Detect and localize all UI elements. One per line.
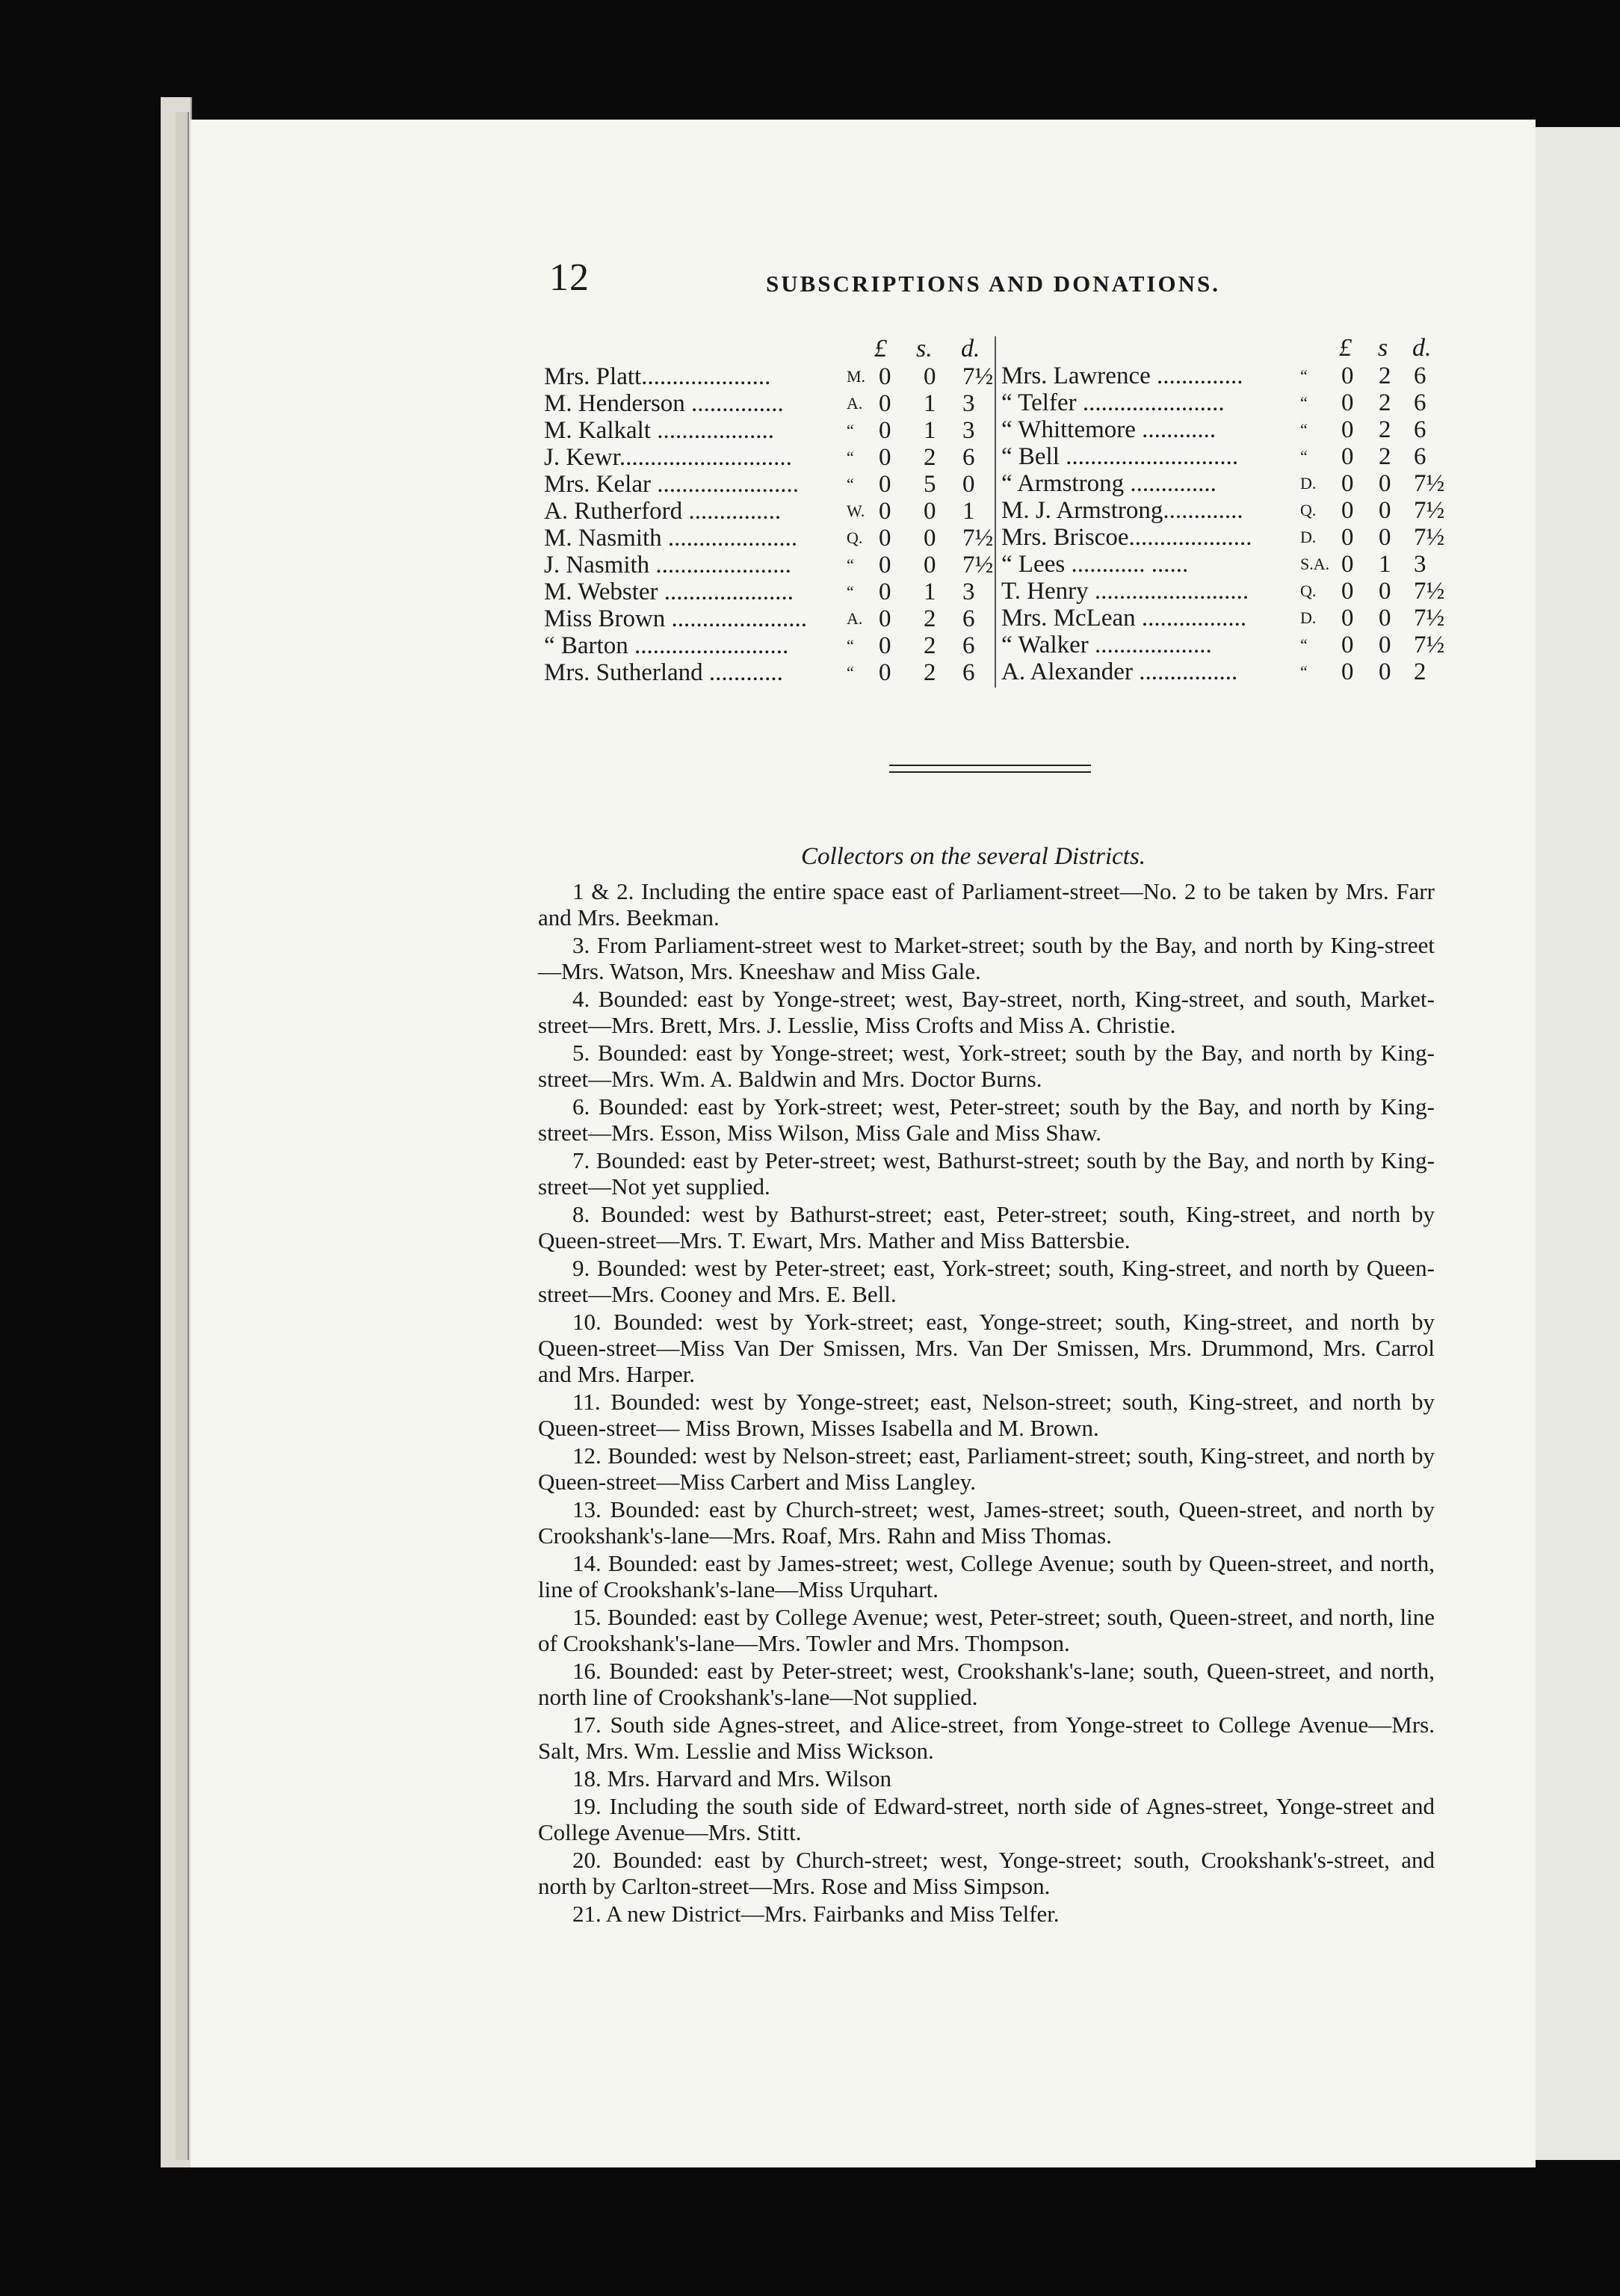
- amount-shillings: 1: [924, 417, 936, 444]
- subscriber-name: “ Walker ...................: [1001, 632, 1212, 658]
- subscriber-name: Mrs. McLean .................: [1001, 605, 1247, 632]
- district-letter: Q.: [1300, 501, 1317, 519]
- subscriber-name: Miss Brown ......................: [544, 605, 808, 632]
- subscriber-name: T. Henry .........................: [1001, 578, 1249, 605]
- subscriber-name: Mrs. Briscoe....................: [1001, 524, 1252, 551]
- subscriber-name: “ Lees ............ ......: [1001, 551, 1189, 578]
- district-letter: W.: [847, 502, 865, 520]
- amount-shillings: 2: [924, 659, 936, 686]
- subscriber-name: “ Barton .........................: [544, 632, 789, 659]
- amount-pence: 6: [1414, 443, 1426, 470]
- district-entry: 10. Bounded: west by York-street; east, Yonge-street; south, King-street, and north by Queen-street—Miss Van Der Smissen, Mrs. Van Der Smissen, Mrs. Drummond, Mrs. Carrol and Mrs. Harper.: [538, 1309, 1435, 1387]
- amount-pence: 6: [1414, 416, 1426, 443]
- amount-shillings: 0: [924, 525, 936, 552]
- amount-pounds: 0: [879, 525, 891, 552]
- shillings-header: s.: [916, 335, 933, 362]
- subscriber-name: J. Kewr............................: [544, 444, 792, 471]
- subscriber-name: Mrs. Sutherland ............: [544, 659, 783, 686]
- district-entry: 8. Bounded: west by Bathurst-street; east, Peter-street; south, King-street, and north by Queen-street—Mrs. T. Ewart, Mrs. Mather and Miss Battersbie.: [538, 1201, 1435, 1253]
- amount-shillings: 1: [924, 578, 936, 605]
- subscriber-name: M. Henderson ...............: [544, 390, 784, 417]
- pence-header: d.: [961, 335, 980, 362]
- district-letter: “: [1300, 662, 1308, 681]
- amount-pence: 7½: [1414, 578, 1445, 605]
- amount-shillings: 2: [924, 444, 936, 471]
- book-edge-inner: [176, 112, 189, 2160]
- district-entry: 3. From Parliament-street west to Market-street; south by the Bay, and north by King-street—Mrs. Watson, Mrs. Kneeshaw and Miss Gale.: [538, 932, 1435, 984]
- district-letter: “: [1300, 393, 1308, 412]
- amount-pounds: 0: [1341, 632, 1354, 658]
- amount-pence: 6: [962, 632, 975, 659]
- district-entry: 15. Bounded: east by College Avenue; west, Peter-street; south, Queen-street, and north, line of Crookshank's-lane—Mrs. Towler and Mrs. Thompson.: [538, 1604, 1435, 1656]
- district-letter: “: [847, 663, 854, 682]
- district-entry: 5. Bounded: east by Yonge-street; west, York-street; south by the Bay, and north by King-street—Mrs. Wm. A. Baldwin and Mrs. Doctor Burns.: [538, 1040, 1435, 1092]
- subscriber-name: A. Rutherford ...............: [544, 498, 782, 525]
- subscriber-row: [544, 552, 992, 578]
- district-entry: 14. Bounded: east by James-street; west, College Avenue; south by Queen-street, and north, line of Crookshank's-lane—Miss Urquhart.: [538, 1550, 1435, 1602]
- section-rule: [889, 765, 1091, 773]
- subscriber-row: [1001, 632, 1450, 658]
- amount-pounds: 0: [879, 390, 891, 417]
- district-letter: Q.: [847, 528, 863, 547]
- subscriber-row: [1001, 443, 1450, 470]
- amount-pounds: 0: [1341, 605, 1354, 632]
- running-head: SUBSCRIPTIONS AND DONATIONS.: [766, 271, 1220, 297]
- amount-shillings: 1: [924, 390, 936, 417]
- subscriber-row: [544, 605, 992, 632]
- amount-pounds: 0: [879, 578, 891, 605]
- pounds-header: £: [874, 335, 887, 362]
- subscriber-name: Mrs. Platt.....................: [544, 363, 771, 390]
- page-number: 12: [549, 256, 590, 299]
- amount-pounds: 0: [1341, 578, 1354, 605]
- amount-pence: 7½: [1414, 605, 1445, 632]
- amount-pence: 3: [1414, 551, 1426, 578]
- subscriber-name: “ Armstrong ..............: [1001, 470, 1216, 497]
- amount-pence: 6: [1414, 362, 1426, 389]
- subscriber-name: M. J. Armstrong.............: [1001, 497, 1243, 524]
- subscriber-row: [1001, 362, 1450, 389]
- district-letter: “: [847, 582, 854, 601]
- subscriber-row: [544, 632, 992, 659]
- amount-pounds: 0: [879, 498, 891, 525]
- district-entry: 16. Bounded: east by Peter-street; west, Crookshank's-lane; south, Queen-street, and north, north line of Crookshank's-lane—Not supplied.: [538, 1658, 1435, 1710]
- amount-shillings: 2: [1379, 416, 1391, 443]
- district-entry: 18. Mrs. Harvard and Mrs. Wilson: [572, 1765, 891, 1792]
- subscriber-row: [544, 390, 992, 417]
- subscriber-name: M. Kalkalt ...................: [544, 417, 774, 444]
- district-letter: “: [1300, 366, 1308, 385]
- amount-shillings: 5: [924, 471, 936, 498]
- subscriber-row: [544, 471, 992, 498]
- amount-shillings: 0: [1379, 605, 1391, 632]
- amount-pence: 6: [962, 605, 975, 632]
- subscriber-name: Mrs. Kelar .......................: [544, 471, 799, 498]
- amount-pence: 2: [1414, 658, 1426, 685]
- district-letter: S.A.: [1300, 555, 1330, 573]
- amount-pounds: 0: [1341, 416, 1354, 443]
- amount-pounds: 0: [879, 605, 891, 632]
- pence-header-right: d.: [1412, 334, 1432, 362]
- district-entry: 1 & 2. Including the entire space east of Parliament-street—No. 2 to be taken by Mrs. Farr and Mrs. Beekman.: [538, 878, 1435, 931]
- amount-pounds: 0: [879, 659, 891, 686]
- amount-shillings: 2: [924, 605, 936, 632]
- amount-shillings: 0: [1379, 658, 1391, 685]
- subscriber-row: [1001, 470, 1450, 497]
- subscriber-name: J. Nasmith ......................: [544, 552, 791, 578]
- collectors-list: [538, 878, 1435, 1928]
- district-letter: “: [847, 555, 854, 574]
- amount-shillings: 0: [1379, 524, 1391, 551]
- district-entry: 6. Bounded: east by York-street; west, Peter-street; south by the Bay, and north by King-street—Mrs. Esson, Miss Wilson, Miss Gale and Miss Shaw.: [538, 1093, 1435, 1146]
- amount-pounds: 0: [1341, 524, 1354, 551]
- district-letter: “: [1300, 447, 1308, 466]
- amount-pence: 7½: [1414, 497, 1445, 524]
- amount-shillings: 0: [924, 552, 936, 578]
- amount-pence: 7½: [1414, 524, 1445, 551]
- subscriber-row: [1001, 389, 1450, 416]
- district-letter: D.: [1300, 474, 1317, 493]
- amount-pounds: 0: [1341, 497, 1354, 524]
- district-letter: A.: [847, 394, 863, 413]
- subscriber-name: M. Webster .....................: [544, 578, 794, 605]
- subscriber-row: [544, 525, 992, 552]
- subscriber-list-left: [544, 335, 992, 686]
- amount-pence: 0: [962, 471, 975, 498]
- pounds-header-right: £: [1339, 334, 1352, 362]
- currency-header-left: [544, 335, 992, 363]
- district-letter: “: [847, 421, 854, 439]
- subscriber-name: A. Alexander ................: [1001, 658, 1238, 685]
- subscriber-row: [544, 363, 992, 390]
- district-letter: “: [847, 636, 854, 655]
- amount-shillings: 0: [1379, 632, 1391, 658]
- subscriber-name: “ Whittemore ............: [1001, 416, 1216, 443]
- subscriber-row: [1001, 551, 1450, 578]
- district-entry: 12. Bounded: west by Nelson-street; east, Parliament-street; south, King-street, and north by Queen-street—Miss Carbert and Miss Langley.: [538, 1442, 1435, 1495]
- amount-pence: 7½: [1414, 470, 1445, 497]
- amount-pounds: 0: [879, 552, 891, 578]
- amount-pence: 7½: [1414, 632, 1445, 658]
- district-entry: 21. A new District—Mrs. Fairbanks and Miss Telfer.: [572, 1901, 1060, 1927]
- district-entry: 9. Bounded: west by Peter-street; east, York-street; south, King-street, and north by Queen-street—Mrs. Cooney and Mrs. E. Bell.: [538, 1255, 1435, 1307]
- subscriber-list-right: [1001, 334, 1450, 685]
- subscriber-row: [1001, 416, 1450, 443]
- facing-page-edge: [1536, 127, 1620, 2160]
- amount-pounds: 0: [879, 632, 891, 659]
- amount-pence: 1: [962, 498, 975, 525]
- subscriber-row: [1001, 497, 1450, 524]
- district-entry: 7. Bounded: east by Peter-street; west, Bathurst-street; south by the Bay, and north by King-street—Not yet supplied.: [538, 1147, 1435, 1200]
- district-letter: “: [1300, 635, 1308, 654]
- amount-pounds: 0: [1341, 443, 1354, 470]
- district-entry: 19. Including the south side of Edward-street, north side of Agnes-street, Yonge-street and College Avenue—Mrs. Stitt.: [538, 1793, 1435, 1845]
- amount-pence: 3: [962, 417, 975, 444]
- amount-shillings: 2: [924, 632, 936, 659]
- subscriber-name: Mrs. Lawrence ..............: [1001, 362, 1243, 389]
- amount-pence: 7½: [962, 552, 994, 578]
- subscriber-row: [544, 498, 992, 525]
- district-entry: 13. Bounded: east by Church-street; west, James-street; south, Queen-street, and north by Crookshank's-lane—Mrs. Roaf, Mrs. Rahn and Miss Thomas.: [538, 1496, 1435, 1549]
- subscriber-row: [544, 444, 992, 471]
- district-letter: Q.: [1300, 581, 1317, 600]
- amount-pounds: 0: [1341, 362, 1354, 389]
- amount-pence: 3: [962, 578, 975, 605]
- amount-shillings: 0: [924, 363, 936, 390]
- subscriber-row: [544, 659, 992, 686]
- amount-pounds: 0: [879, 471, 891, 498]
- district-entry: 11. Bounded: west by Yonge-street; east, Nelson-street; south, King-street, and north by Queen-street— Miss Brown, Misses Isabella and M. Brown.: [538, 1389, 1435, 1441]
- amount-shillings: 0: [1379, 578, 1391, 605]
- amount-pounds: 0: [879, 417, 891, 444]
- district-letter: “: [847, 448, 854, 466]
- amount-shillings: 0: [1379, 470, 1391, 497]
- district-entry: 4. Bounded: east by Yonge-street; west, Bay-street, north, King-street, and south, Market-street—Mrs. Brett, Mrs. J. Lesslie, Miss Crofts and Miss A. Christie.: [538, 986, 1435, 1038]
- amount-pence: 6: [962, 444, 975, 471]
- district-entry: 17. South side Agnes-street, and Alice-street, from Yonge-street to College Avenue—Mrs. Salt, Mrs. Wm. Lesslie and Miss Wickson.: [538, 1712, 1435, 1764]
- amount-pounds: 0: [879, 444, 891, 471]
- column-divider: [995, 336, 996, 688]
- district-letter: D.: [1300, 608, 1317, 627]
- subscriber-row: [544, 417, 992, 444]
- district-letter: M.: [847, 367, 866, 386]
- amount-shillings: 0: [1379, 497, 1391, 524]
- amount-shillings: 0: [924, 498, 936, 525]
- subscriber-row: [1001, 578, 1450, 605]
- subscriber-row: [1001, 658, 1450, 685]
- amount-pounds: 0: [1341, 658, 1354, 685]
- district-letter: D.: [1300, 528, 1317, 546]
- amount-pence: 6: [962, 659, 975, 686]
- shillings-header-right: s: [1378, 334, 1388, 362]
- subscriber-row: [544, 578, 992, 605]
- amount-shillings: 2: [1379, 389, 1391, 416]
- amount-pence: 7½: [962, 525, 994, 552]
- subscriber-name: “ Bell ............................: [1001, 443, 1239, 470]
- amount-pounds: 0: [1341, 470, 1354, 497]
- subscriber-row: [1001, 605, 1450, 632]
- district-entry: 20. Bounded: east by Church-street; west, Yonge-street; south, Crookshank's-street, and north by Carlton-street—Mrs. Rose and Miss Simpson.: [538, 1847, 1435, 1899]
- subscriber-name: M. Nasmith .....................: [544, 525, 798, 552]
- amount-pence: 3: [962, 390, 975, 417]
- amount-shillings: 1: [1379, 551, 1391, 578]
- subscriber-row: [1001, 524, 1450, 551]
- collectors-title: Collectors on the several Districts.: [801, 843, 1146, 870]
- district-letter: A.: [847, 609, 863, 628]
- amount-pounds: 0: [879, 363, 891, 390]
- amount-pence: 6: [1414, 389, 1426, 416]
- amount-shillings: 2: [1379, 362, 1391, 389]
- district-letter: “: [1300, 420, 1308, 439]
- subscriber-name: “ Telfer .......................: [1001, 389, 1225, 416]
- amount-pounds: 0: [1341, 389, 1354, 416]
- amount-pence: 7½: [962, 363, 994, 390]
- district-letter: “: [847, 475, 854, 493]
- amount-shillings: 2: [1379, 443, 1391, 470]
- amount-pounds: 0: [1341, 551, 1354, 578]
- currency-header-right: [1001, 334, 1450, 362]
